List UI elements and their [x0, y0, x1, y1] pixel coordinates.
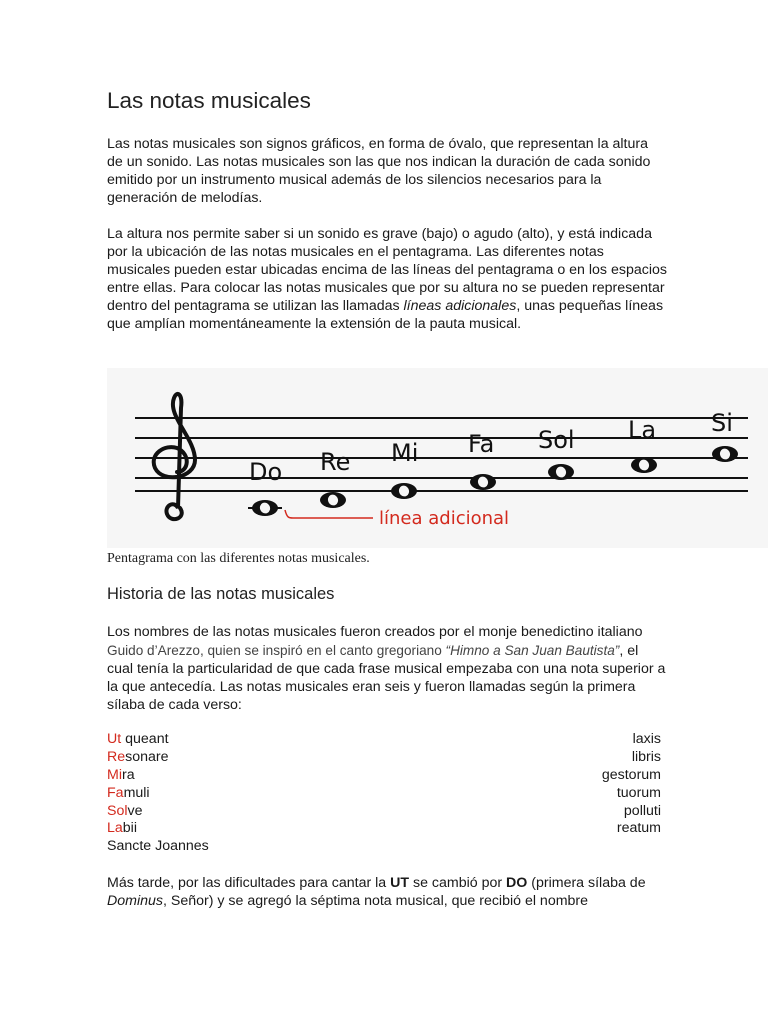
- section-heading: Historia de las notas musicales: [107, 585, 335, 603]
- verse-right: gestorum: [601, 766, 661, 783]
- lineas-adicionales-term: líneas adicionales: [403, 297, 517, 314]
- altura-text-1: La altura nos permite saber si un sonido es grave (bajo) o agudo (alto), y está indicada por la ubicación de las notas musicales en el pentagrama. Las diferentes notas musicales pueden estar ubicadas encima de las líneas del pentagrama o en los espacios entre ellas. Para colocar las notas musicales que por su altura no se pueden representar dentro del pentagrama se utilizan las llamadas: [107, 226, 667, 314]
- verse-syllable: Ut: [107, 731, 122, 747]
- note-la: [631, 457, 657, 473]
- verse-right: laxis: [632, 731, 661, 747]
- verse-row: [107, 803, 661, 821]
- verse-row: [107, 767, 661, 785]
- note-si: [712, 446, 738, 462]
- verse-syllable: Fa: [107, 784, 124, 801]
- note-fa: [470, 474, 496, 490]
- intro-paragraph: Las notas musicales son signos gráficos, en forma de óvalo, que representan la altura de un sonido. Las notas musicales son las que nos indican la duración de cada sonido emitido por un instrumento musical además de los silencios necesarios para la generación de melodías.: [107, 136, 651, 206]
- verse-list: [107, 731, 661, 856]
- ut-term: UT: [390, 875, 410, 891]
- verse-syllable: Mi: [107, 766, 122, 783]
- verse-left: [107, 767, 135, 785]
- verse-left: [107, 820, 137, 838]
- verse-left: [107, 803, 143, 821]
- later-text-1: Más tarde, por las dificultades para cantar la: [107, 875, 391, 891]
- verse-row: [107, 820, 661, 838]
- verse-rest: ra: [121, 766, 135, 783]
- note-label-si: Si: [711, 409, 733, 437]
- staff-svg: [107, 368, 768, 548]
- verse-rest: sonare: [125, 748, 169, 765]
- treble-clef-icon: [154, 394, 195, 519]
- verse-row: [107, 838, 661, 856]
- history-paragraph: [107, 624, 667, 715]
- note-label-sol: Sol: [538, 426, 575, 454]
- note-label-do: Do: [249, 458, 283, 486]
- note-label-fa: Fa: [468, 430, 495, 458]
- verse-left: [107, 838, 209, 856]
- later-text-2: se cambió por: [409, 875, 507, 891]
- staff-figure: [107, 368, 768, 548]
- verse-left: [107, 785, 150, 803]
- annotation-label: línea adicional: [379, 508, 510, 529]
- verse-rest: Sancte Joannes: [107, 838, 209, 855]
- verse-right: libris: [631, 748, 661, 765]
- verse-rest: muli: [123, 784, 150, 801]
- altura-paragraph: [107, 226, 667, 333]
- hymn-title: “Himno a San Juan Bautista”: [445, 642, 620, 658]
- verse-left: [107, 731, 169, 749]
- note-sol: [548, 464, 574, 480]
- verse-row: [107, 731, 661, 749]
- verse-right: tuorum: [616, 784, 661, 801]
- figure-caption: Pentagrama con las diferentes notas musicales.: [107, 551, 370, 566]
- note-mi: [391, 483, 417, 499]
- verse-right: polluti: [623, 802, 661, 819]
- history-name: Guido d’Arezzo, quien se inspiró en el canto gregoriano: [107, 642, 446, 658]
- later-text-4: , Señor) y se agregó la séptima nota musical, que recibió el nombre: [162, 892, 589, 909]
- verse-syllable: Re: [107, 748, 126, 765]
- verse-row: [107, 749, 661, 767]
- verse-row: [107, 785, 661, 803]
- note-label-la: La: [628, 416, 657, 444]
- verse-right: reatum: [616, 820, 661, 837]
- note-label-mi: Mi: [391, 439, 419, 467]
- note-re: [320, 492, 346, 508]
- dominus-term: Dominus: [107, 892, 163, 909]
- altura-text-2: , unas pequeñas líneas que amplían momentáneamente la extensión de la pauta musical.: [107, 297, 664, 332]
- do-term: DO: [506, 875, 528, 891]
- verse-syllable: Sol: [107, 802, 128, 819]
- verse-syllable: La: [107, 820, 123, 837]
- later-paragraph: [107, 875, 667, 911]
- history-text-2: , el cual tenía la particularidad de que cada frase musical empezaba con una nota superior a la que antecedía. Las notas musicales eran seis y fueron llamadas según la primera sílaba de cada verso:: [107, 642, 666, 713]
- history-text-1: Los nombres de las notas musicales fueron creados por el monje benedictino italiano: [107, 624, 643, 640]
- verse-rest: queant: [121, 731, 169, 747]
- page-title: Las notas musicales: [107, 88, 311, 113]
- verse-rest: ve: [127, 802, 143, 819]
- verse-rest: bii: [122, 820, 137, 837]
- verse-left: [107, 749, 169, 767]
- note-label-re: Re: [320, 448, 351, 476]
- annotation-pointer: [285, 510, 373, 518]
- later-text-3: (primera sílaba de: [527, 875, 646, 891]
- note-do: [248, 500, 282, 516]
